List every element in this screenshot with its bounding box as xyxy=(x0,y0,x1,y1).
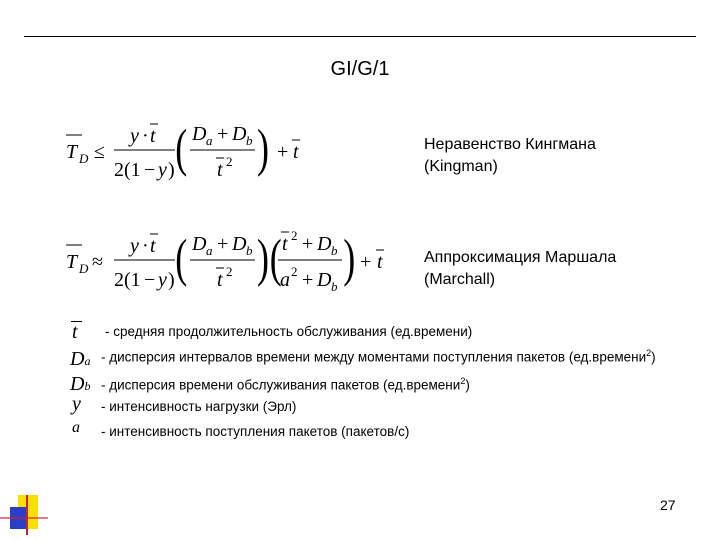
svg-text:+: + xyxy=(277,141,289,163)
svg-text:D: D xyxy=(232,123,247,145)
svg-text:): ) xyxy=(257,228,269,287)
svg-text:+: + xyxy=(302,269,314,291)
legend-symbol-Da: Da xyxy=(70,348,91,370)
svg-text:2(1: 2(1 xyxy=(114,269,141,291)
svg-text:t: t xyxy=(150,125,156,147)
svg-text:2: 2 xyxy=(226,264,233,279)
legend-symbol-a: a xyxy=(72,419,80,436)
svg-text:−: − xyxy=(144,269,156,291)
svg-text:2: 2 xyxy=(291,228,298,243)
marshall-label xyxy=(424,247,616,291)
slide-title: GI/G/1 xyxy=(330,58,390,80)
svg-text:·: · xyxy=(142,235,149,257)
legend-symbol-Db: Db xyxy=(70,373,91,395)
svg-text:t: t xyxy=(217,269,223,291)
legend-text-Da-main: - дисперсия интервалов времени между моментами поступления пакетов (ед.времени xyxy=(101,349,647,365)
kingman-label-line1: Неравенство Кингмана xyxy=(424,136,596,153)
legend-text-y: - интенсивность нагрузки (Эрл) xyxy=(101,399,297,414)
svg-text:y: y xyxy=(158,269,167,291)
svg-text:D: D xyxy=(232,233,247,255)
svg-text:+: + xyxy=(360,251,372,273)
svg-text:b: b xyxy=(246,243,253,258)
legend-text-t-bar: - средняя продолжительность обслуживания (ед.времени) xyxy=(105,324,473,339)
svg-text:D: D xyxy=(192,123,207,145)
svg-text:D: D xyxy=(79,151,89,166)
svg-text:): ) xyxy=(168,159,175,181)
svg-text:t: t xyxy=(217,159,223,181)
legend-symbol-t-bar: t xyxy=(70,318,84,342)
svg-text:b: b xyxy=(331,279,338,294)
svg-text:a: a xyxy=(280,269,290,291)
svg-text:T: T xyxy=(66,141,78,163)
legend-text-Db-sup: 2 xyxy=(460,376,466,386)
legend-text-Da xyxy=(101,348,656,365)
svg-text:(: ( xyxy=(269,228,282,287)
svg-text:y: y xyxy=(130,235,139,257)
svg-text:+: + xyxy=(217,123,229,145)
page-number: 27 xyxy=(660,497,676,513)
svg-text:t: t xyxy=(150,235,156,257)
deco-red-hline xyxy=(0,517,48,519)
top-rule xyxy=(24,36,696,37)
svg-text:t: t xyxy=(293,141,299,163)
svg-text:+: + xyxy=(302,233,314,255)
svg-text:): ) xyxy=(257,118,269,177)
legend-text-Db xyxy=(101,376,470,393)
legend-text-a: - интенсивность поступления пакетов (пакетов/с) xyxy=(101,424,410,439)
marshall-label-line1: Аппроксимация Маршала xyxy=(424,249,617,266)
svg-text:t: t xyxy=(377,251,383,273)
svg-text:D: D xyxy=(317,233,332,255)
marshall-label-line2: (Marchall) xyxy=(424,271,496,288)
svg-text:−: − xyxy=(144,159,156,181)
legend-symbol-y: y xyxy=(72,393,81,415)
legend-text-Da-sup: 2 xyxy=(646,348,652,358)
svg-text:2: 2 xyxy=(226,154,233,169)
svg-text:(: ( xyxy=(175,228,188,287)
svg-text:≤: ≤ xyxy=(94,141,105,163)
legend-text-Db-main: - дисперсия времени обслуживания пакетов (ед.времени xyxy=(101,377,461,393)
svg-text:): ) xyxy=(168,269,175,291)
kingman-formula xyxy=(62,118,312,188)
svg-text:+: + xyxy=(217,233,229,255)
kingman-label xyxy=(424,134,596,178)
corner-decoration xyxy=(0,495,48,540)
svg-text:): ) xyxy=(343,228,356,287)
deco-red-line xyxy=(26,495,28,535)
svg-text:y: y xyxy=(130,125,139,147)
svg-text:2: 2 xyxy=(291,264,298,279)
kingman-label-line2: (Kingman) xyxy=(424,158,498,175)
svg-text:·: · xyxy=(142,125,149,147)
svg-text:D: D xyxy=(192,233,207,255)
svg-text:≈: ≈ xyxy=(92,251,103,273)
marshall-formula xyxy=(62,228,392,298)
legend-text-Da-tail: ) xyxy=(651,349,656,365)
svg-text:a: a xyxy=(206,243,213,258)
legend-text-Db-tail: ) xyxy=(465,377,470,393)
svg-text:t: t xyxy=(282,233,288,255)
svg-text:D: D xyxy=(317,269,332,291)
svg-text:2(1: 2(1 xyxy=(114,159,141,181)
svg-text:D: D xyxy=(79,261,89,276)
svg-text:T: T xyxy=(66,251,78,273)
svg-text:b: b xyxy=(331,243,338,258)
svg-text:(: ( xyxy=(175,118,188,177)
svg-text:y: y xyxy=(158,159,167,181)
svg-text:a: a xyxy=(206,133,213,148)
svg-text:b: b xyxy=(246,133,253,148)
